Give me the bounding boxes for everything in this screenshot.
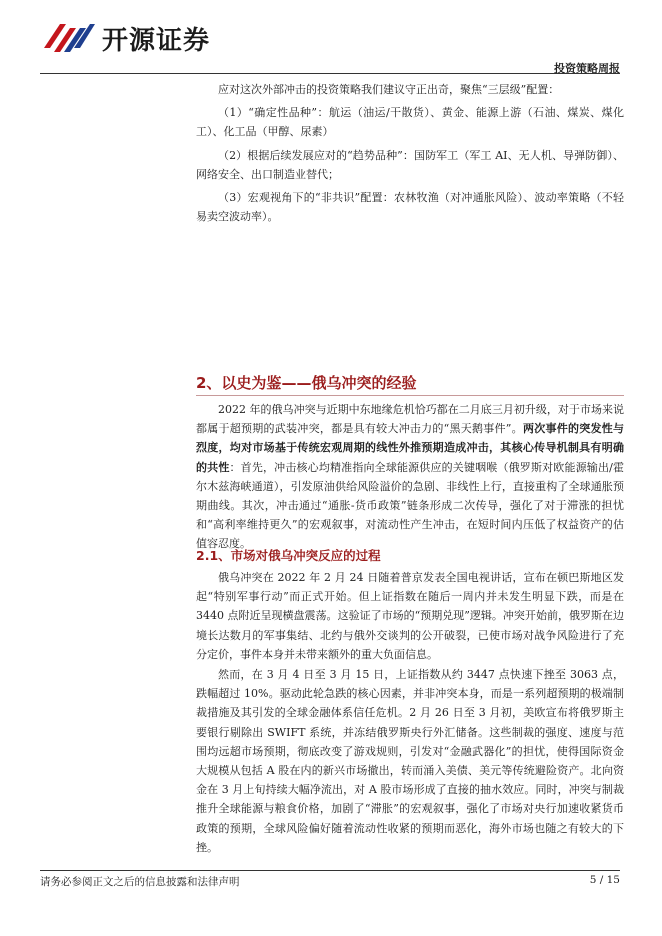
footer-disclaimer: 请务必参阅正文之后的信息披露和法律声明	[40, 876, 240, 888]
brand-logo	[40, 18, 210, 58]
header-divider	[40, 73, 620, 74]
section-divider	[196, 395, 624, 396]
para1-part-a: 2022 年的俄乌冲突与近期中东地缘危机恰巧都在二月底三月初升级，对于市场来说都属于超预期的武装冲突，都是具有较大冲击力的“黑天鹅事件”。	[196, 403, 624, 436]
para2-text: 俄乌冲突在 2022 年 2 月 24 日随着普京发表全国电视讲话，宣布在顿巴斯地区发起“特别军事行动”而正式开始。但上证指数在随后一周内并未发生明显下跌，而是在 3440 点附近呈现横盘震荡。这验证了市场的“预期兑现”逻辑。冲突开始前，俄罗斯在边境长达数月的军事集结、北约与俄外交谈判的公开破裂，已使市场对战争风险进行了充分定价，事件本身并未带来额外的重大负面信息。	[196, 571, 624, 661]
subsection-paragraph-2	[196, 665, 624, 857]
strategy-item-1: （1）“确定性品种”：航运（油运/干散货）、黄金、能源上游（石油、煤炭、煤化工）、化工品（甲醇、尿素）	[196, 106, 624, 139]
para1-bold: 两次事件的突发性与烈度，均对市场基于传统宏观周期的线性外推预期造成冲击，其核心传导机制具有明确的共性	[196, 422, 625, 474]
para3-text: 然而，在 3 月 4 日至 3 月 15 日，上证指数从约 3447 点快速下挫至 3063 点，跌幅超过 10%。驱动此轮急跌的核心因素，并非冲突本身，而是一系列超预期的极端制裁措施及其引发的全球金融体系信任危机。2 月 26 日至 3 月初，美欧宣布将俄罗斯主要银行剔除出 SWIFT 系统，并冻结俄罗斯央行外汇储备。这些制裁的强度、速度与范围均远超市场预期，彻底改变了游戏规则，引发对“金融武器化”的担忧，使得国际资金大规模从包括 A 股在内的新兴市场撤出，转而涌入美债、美元等传统避险资产。北向资金在 3 月上旬持续大幅净流出，对 A 股市场形成了直接的抽水效应。同时，冲突与制裁推升全球能源与粮食价格，加剧了“滞胀”的宏观叙事，强化了市场对央行加速收紧货币政策的预期，全球风险偏好随着流动性收紧的预期而恶化，海外市场也随之有较大的下挫。	[196, 668, 624, 854]
kaiyuan-logo-icon	[40, 18, 96, 58]
footer-divider	[40, 870, 620, 871]
strategy-item-2: （2）根据后续发展应对的“趋势品种”：国防军工（军工 AI、无人机、导弹防御）、网络安全、出口制造业替代；	[196, 148, 624, 181]
section-title: 2、以史为鉴——俄乌冲突的经验	[196, 374, 417, 392]
strategy-lead: 应对这次外部冲击的投资策略我们建议守正出奇，聚焦“三层级”配置：	[218, 83, 560, 96]
brand-name: 开源证券	[102, 25, 211, 56]
section-paragraph	[196, 400, 624, 554]
subsection-paragraph-1	[196, 568, 624, 664]
page-number: 5 / 15	[589, 874, 620, 886]
subsection-title: 2.1、市场对俄乌冲突反应的过程	[196, 548, 381, 563]
report-type: 投资策略周报	[554, 62, 620, 75]
para1-part-c: ：首先，冲击核心均精准指向全球能源供应的关键咽喉（俄罗斯对欧能源输出/霍尔木兹海峡通道），引发原油供给风险溢价的急剧、非线性上行，直接重构了全球通胀预期曲线。其次，冲击通过“通胀-货币政策”链条形成二次传导，强化了对于滞涨的担忧和“高利率维持更久”的宏观叙事，对流动性产生冲击，在短时间内压低了权益资产的估值容忍度。	[196, 460, 624, 551]
strategy-intro	[196, 80, 624, 226]
strategy-item-3: （3）宏观视角下的“非共识”配置：农林牧渔（对冲通胀风险）、波动率策略（不轻易卖空波动率）。	[196, 191, 624, 224]
